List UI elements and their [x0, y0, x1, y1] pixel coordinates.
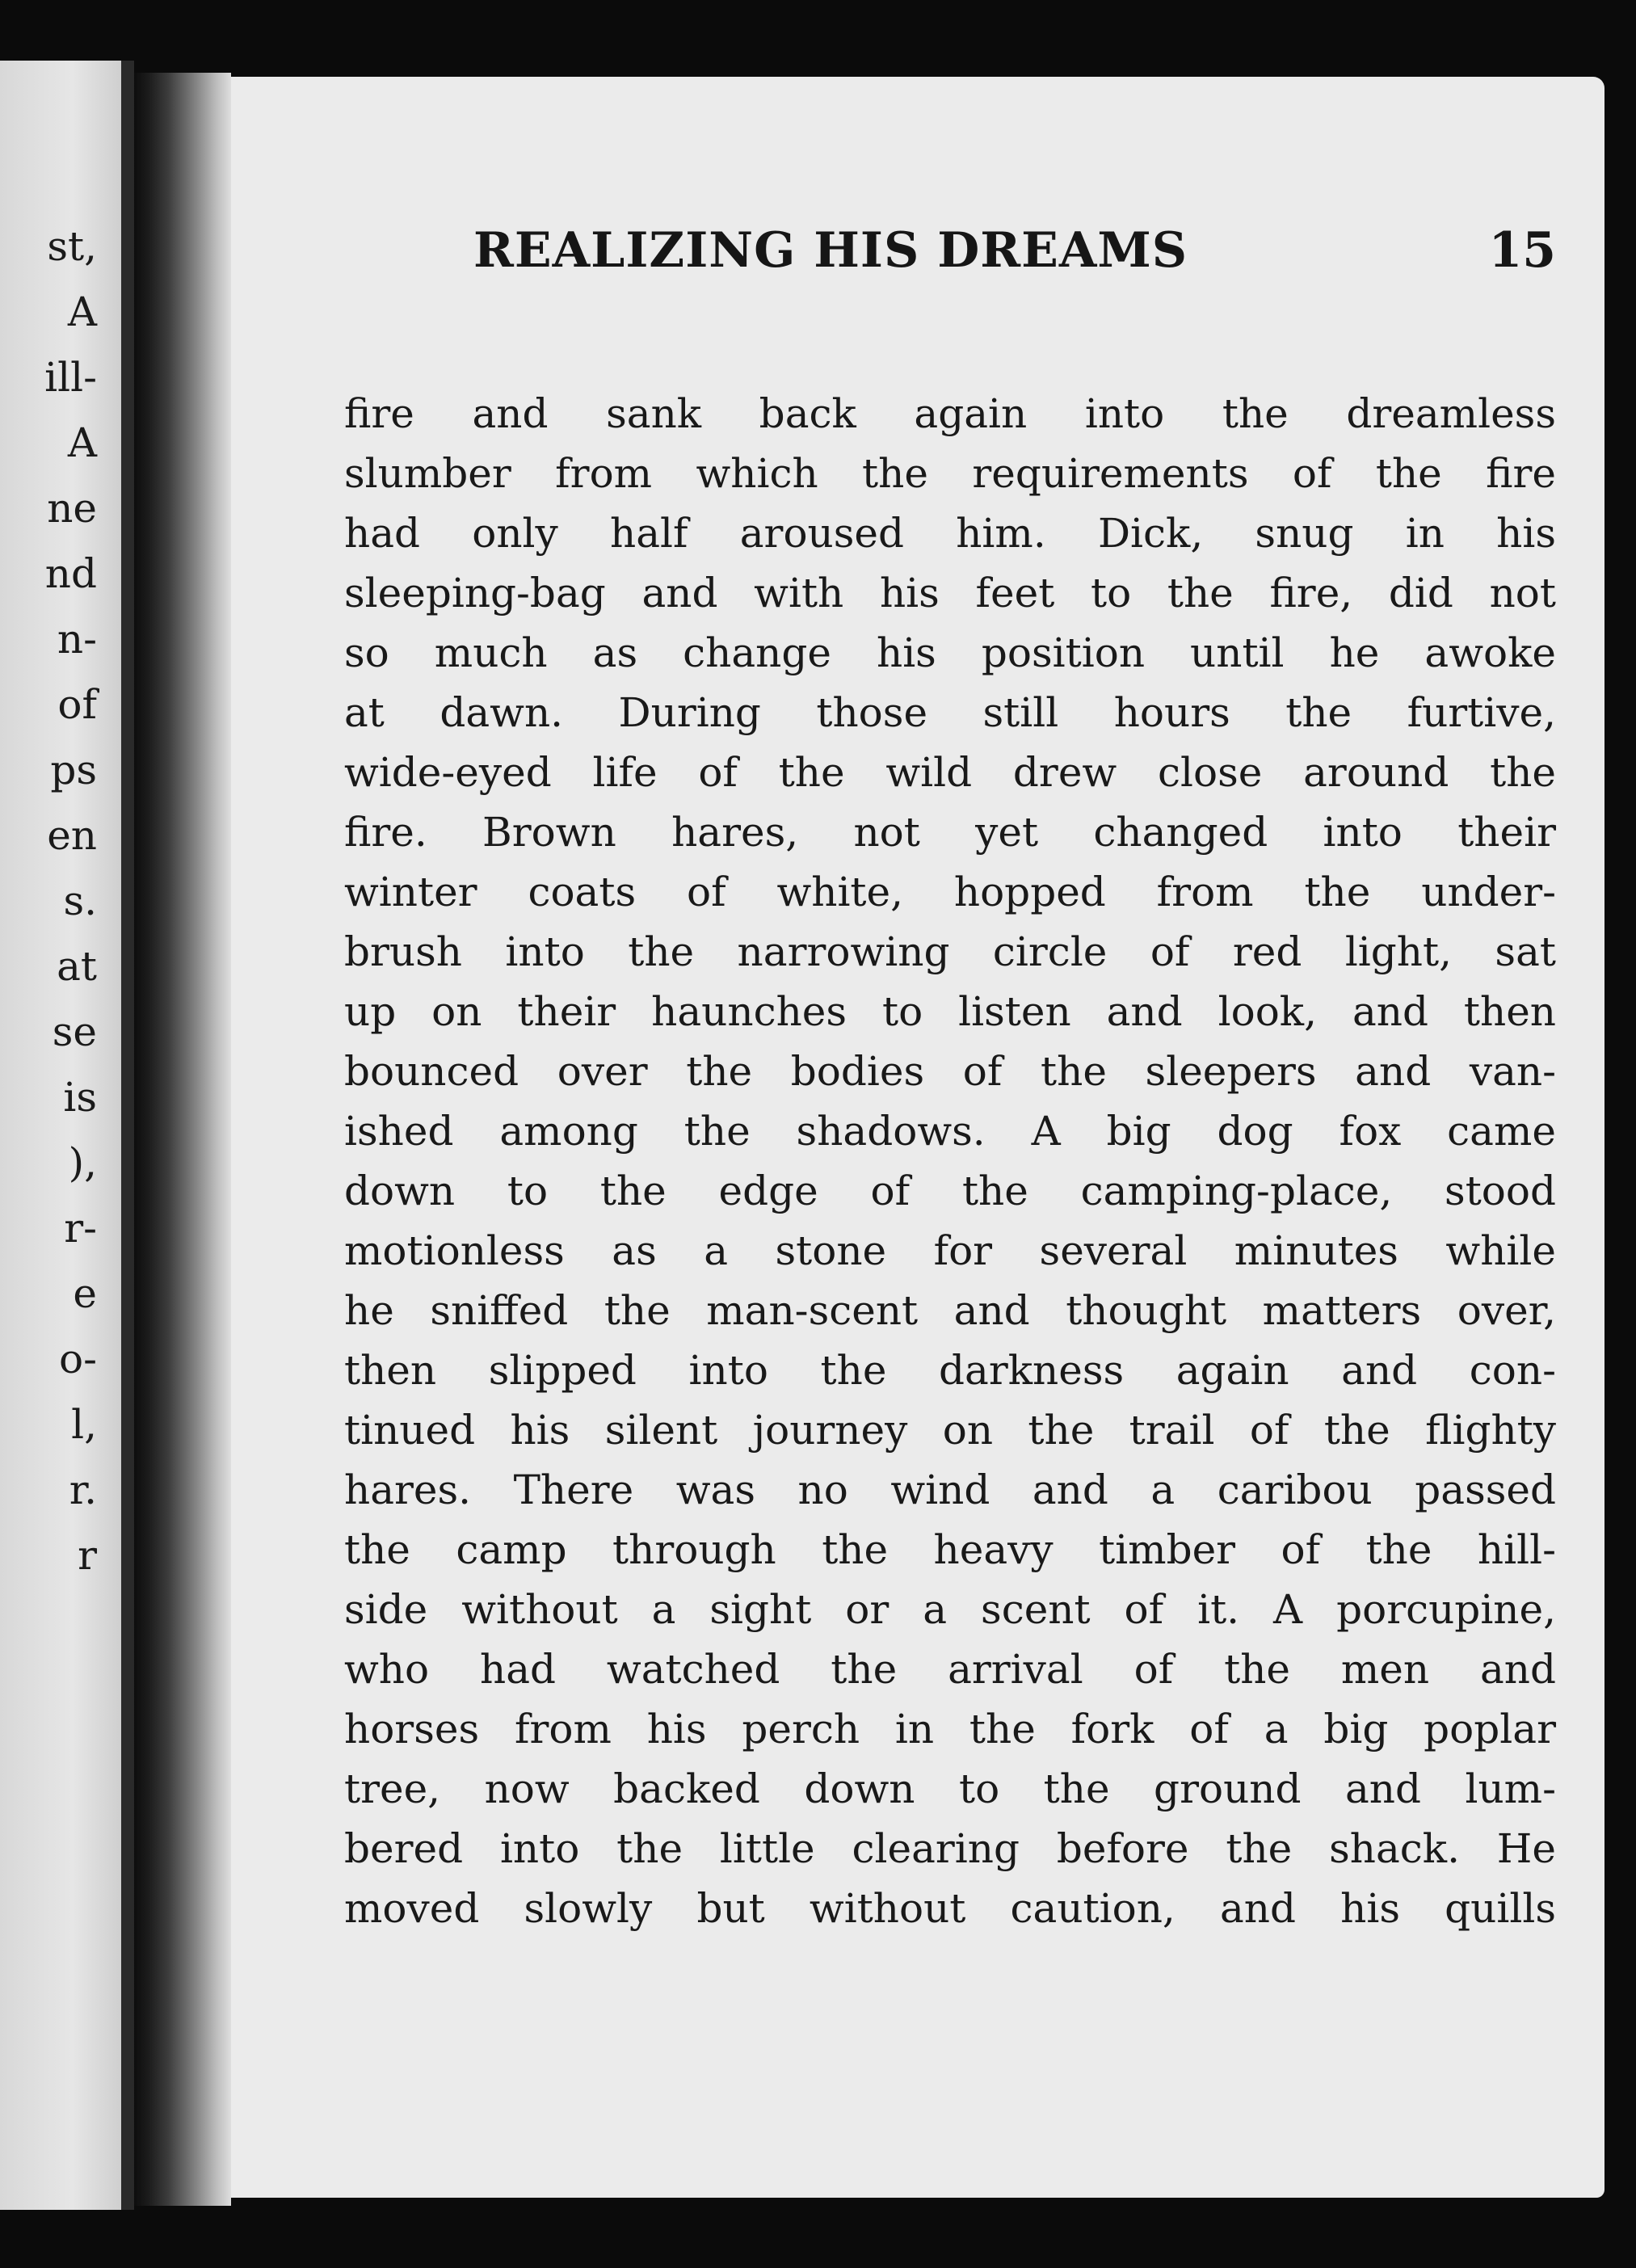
text-line: fire. Brown hares, not yet changed into their [344, 809, 1556, 856]
text-line: moved slowly but without caution, and his quills [344, 1885, 1556, 1932]
text-line: motionless as a stone for several minutes while [344, 1227, 1556, 1274]
previous-page-fragment: r [78, 1532, 97, 1579]
text-line: wide-eyed life of the wild drew close around the [344, 749, 1556, 796]
text-line: brush into the narrowing circle of red light, sat [344, 928, 1556, 975]
text-line: up on their haunches to listen and look, and then [344, 988, 1556, 1035]
previous-page-fragment: r- [64, 1205, 97, 1252]
previous-page-fragment: n- [57, 616, 97, 663]
page-header [473, 222, 1556, 295]
text-line: tree, now backed down to the ground and lum- [344, 1765, 1556, 1812]
text-line: down to the edge of the camping-place, stood [344, 1168, 1556, 1214]
previous-page-fragment: ill- [44, 354, 97, 401]
previous-page-binding-edge [121, 61, 134, 2210]
text-line: winter coats of white, hopped from the under- [344, 869, 1556, 915]
page-number: 15 [1488, 222, 1556, 279]
text-line: at dawn. During those still hours the furtive, [344, 689, 1556, 736]
previous-page-fragment: en [47, 812, 97, 859]
previous-page-fragment: ps [50, 747, 97, 793]
text-line: bounced over the bodies of the sleepers and van- [344, 1048, 1556, 1095]
previous-page-fragment: s. [63, 877, 97, 924]
previous-page-fragment: st, [47, 223, 97, 270]
text-line: ished among the shadows. A big dog fox came [344, 1108, 1556, 1155]
previous-page-fragment: A [67, 288, 97, 335]
text-line: then slipped into the darkness again and con- [344, 1347, 1556, 1394]
previous-page-fragment: o- [59, 1336, 97, 1382]
body-text [344, 384, 1556, 1938]
previous-page-fragment: r. [69, 1466, 97, 1513]
text-line: he sniffed the man-scent and thought matters over, [344, 1287, 1556, 1334]
text-line: horses from his perch in the fork of a big poplar [344, 1706, 1556, 1753]
previous-page-fragment: l, [71, 1401, 97, 1448]
text-line: the camp through the heavy timber of the hill- [344, 1526, 1556, 1573]
previous-page-fragment: e [73, 1270, 97, 1317]
text-line: so much as change his position until he awoke [344, 629, 1556, 676]
text-line: had only half aroused him. Dick, snug in his [344, 510, 1556, 557]
text-line: side without a sight or a scent of it. A porcupine, [344, 1586, 1556, 1633]
text-line: slumber from which the requirements of the fire [344, 450, 1556, 497]
previous-page-text-fragments [0, 61, 121, 2210]
text-line: sleeping-bag and with his feet to the fire, did not [344, 570, 1556, 616]
previous-page-fragment: A [67, 419, 97, 466]
text-line: tinued his silent journey on the trail of the flighty [344, 1407, 1556, 1454]
binding-gutter-shadow [134, 73, 231, 2206]
text-line: fire and sank back again into the dreamless [344, 390, 1556, 437]
text-line: hares. There was no wind and a caribou passed [344, 1466, 1556, 1513]
previous-page-fragment: ), [68, 1139, 97, 1186]
previous-page-fragment: ne [47, 485, 97, 532]
book-page [231, 77, 1604, 2198]
previous-page-fragment: at [57, 943, 97, 990]
text-line: bered into the little clearing before the shack. He [344, 1825, 1556, 1872]
previous-page-fragment: is [63, 1074, 97, 1121]
previous-page-edge [0, 61, 121, 2210]
previous-page-fragment: nd [44, 550, 97, 597]
running-head: REALIZING HIS DREAMS [473, 222, 1188, 279]
text-line: who had watched the arrival of the men and [344, 1646, 1556, 1693]
previous-page-fragment: of [57, 681, 97, 728]
previous-page-fragment: se [52, 1008, 97, 1055]
